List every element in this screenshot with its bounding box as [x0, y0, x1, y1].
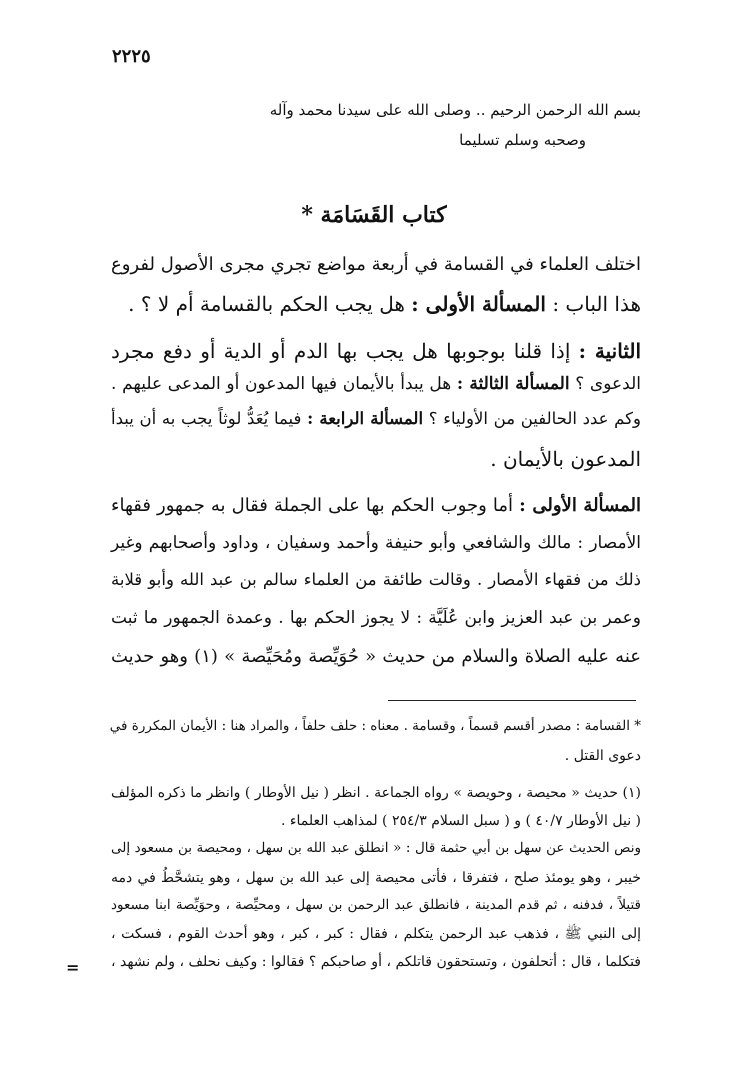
- footnote-line: قتيلاً ، فدفنه ، ثم قدم المدينة ، فانطلق عبد الرحمن بن سهل ، ومحيِّصة ، وحوَيِّصة ابنا مسعود: [111, 897, 641, 913]
- footnote-line: * القسامة : مصدر أقسم قسماً ، وقسامة . معناه : حلف حلفاً ، والمراد هنا : الأيمان المكررة في: [109, 718, 641, 734]
- body-line: عنه عليه الصلاة والسلام من حديث « حُوَيِّصة ومُحَيِّصة » (١) وهو حديث: [111, 646, 641, 667]
- basmala-line: بسم الله الرحمن الرحيم .. وصلى الله على سيدنا محمد وآله: [269, 101, 641, 119]
- footnote-line: ( نيل الأوطار ٤٠/٧ ) و ( سبل السلام ٢٥٤/٣ ) لمذاهب العلماء .: [281, 813, 641, 829]
- body-line: هذا الباب : المسألة الأولى : هل يجب الحكم بالقسامة أم لا ؟ .: [128, 292, 641, 316]
- body-line: المدعون بالأيمان .: [490, 447, 641, 471]
- footnote-line: إلى النبي ﷺ ، فذهب عبد الرحمن يتكلم ، فقال : كبر ، كبر ، وهو أحدث القوم ، فسكت ،: [111, 926, 641, 942]
- footnote-line: خيبر ، وهو يومئذ صلح ، فتفرقا ، فأتى محيصة إلى عبد الله بن سهل ، وهو يتشحَّطُ في دمه: [111, 870, 641, 886]
- page-number: ٢٢٢٥: [112, 46, 151, 67]
- body-line: وعمر بن عبد العزيز وابن عُلَيَّة : لا يجوز الحكم بها . وعمدة الجمهور ما ثبت: [111, 608, 641, 628]
- body-line: اختلف العلماء في القسامة في أربعة مواضع تجري مجرى الأصول لفروع: [111, 254, 641, 275]
- section-heading: المسألة الرابعة :: [307, 409, 424, 428]
- body-line: ذلك من فقهاء الأمصار . وقالت طائفة من العلماء سالم بن عبد الله وأبو قلابة: [111, 570, 641, 589]
- body-line: الأمصار : مالك والشافعي وأبو حنيفة وأحمد وسفيان ، وداود وأصحابهم وغير: [111, 533, 641, 553]
- body-line: الدعوى ؟ المسألة الثالثة : هل يبدأ بالأيمان فيها المدعون أو المدعى عليهم .: [111, 374, 641, 394]
- continuation-mark: =: [66, 958, 80, 977]
- basmala-line: وصحبه وسلم تسليما: [459, 131, 586, 149]
- body-line: وكم عدد الحالفين من الأولياء ؟ المسألة الرابعة : فيما يُعَدُّ لوثاً يجب به أن يبدأ: [111, 409, 641, 428]
- body-line: الثانية : إذا قلنا بوجوبها هل يجب بها الدم أو الدية أو دفع مجرد: [111, 339, 642, 363]
- footnote-line: فتكلما ، قال : أتحلفون ، وتستحقون قاتلكم ، أو صاحبكم ؟ فقالوا : وكيف نحلف ، ولم نشهد ،: [111, 954, 641, 970]
- section-heading: المسألة الثالثة :: [456, 374, 570, 394]
- footnote-line: (١) حديث « محيصة ، وحويصة » رواه الجماعة . انظر ( نيل الأوطار ) وانظر ما ذكره المؤلف: [111, 785, 641, 801]
- chapter-title: كتاب القَسَامَة *: [301, 202, 447, 228]
- body-line: المسألة الأولى : أما وجوب الحكم بها على الجملة فقال به جمهور فقهاء: [111, 495, 641, 516]
- footnote-line: دعوى القتل .: [564, 748, 641, 764]
- footnote-line: ونص الحديث عن سهل بن أبي حثمة قال : « انطلق عبد الله بن سهل ، ومحيصة بن مسعود إلى: [111, 840, 641, 856]
- section-heading: الثانية :: [578, 339, 642, 363]
- footnote-separator: [388, 700, 636, 701]
- section-heading: المسألة الأولى :: [519, 495, 641, 516]
- section-heading: المسألة الأولى :: [411, 292, 546, 316]
